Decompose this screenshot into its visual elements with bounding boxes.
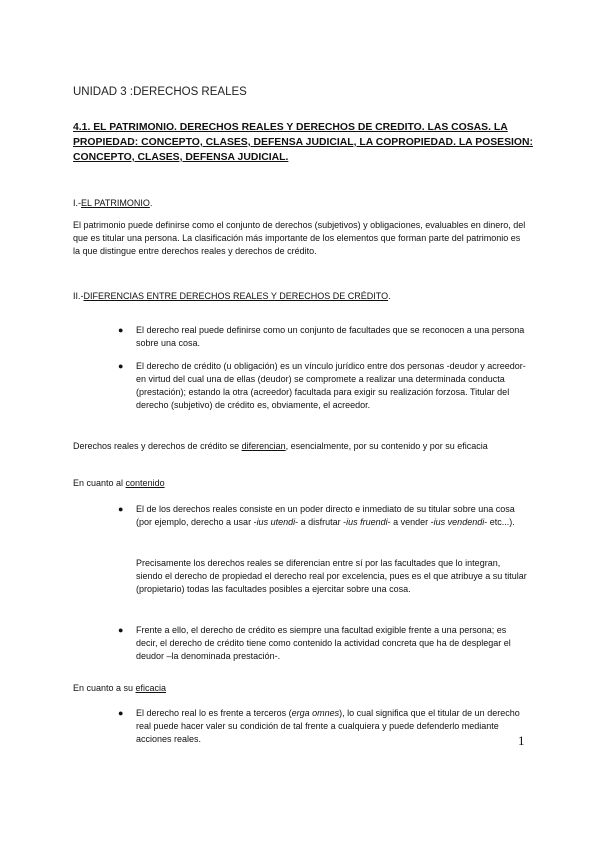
latin-term: ius utendi bbox=[256, 517, 296, 527]
underlined-term: contenido bbox=[125, 478, 165, 488]
text: El derecho real lo es frente a terceros ( bbox=[136, 708, 292, 718]
section-title-text: DIFERENCIAS ENTRE DERECHOS REALES Y DERECHOS DE CRÉDITO bbox=[83, 291, 389, 301]
section-suffix: . bbox=[149, 198, 153, 208]
document-title: UNIDAD 3 :DERECHOS REALES bbox=[73, 86, 247, 98]
bullet-icon: ● bbox=[118, 504, 124, 514]
section-prefix: II.- bbox=[73, 291, 84, 301]
text: Derechos reales y derechos de crédito se bbox=[73, 441, 242, 451]
text: En cuanto a su bbox=[73, 683, 136, 693]
bullet-icon: ● bbox=[118, 325, 124, 335]
precisamente-paragraph: Precisamente los derechos reales se diferencian entre sí por las facultades que lo integran, siendo el derecho de propiedad el derecho real por excelencia, pues es el que atribuye a su titular (propietario) todas las facultades posibles a ejercitar sobre una cosa. bbox=[136, 558, 527, 594]
section-heading bbox=[73, 120, 533, 165]
section-title-text: EL PATRIMONIO bbox=[81, 198, 150, 208]
text: ), lo cual significa que el titular de un derecho real puede hacer valer su condición de tal frente a cualquiera y puede defenderlo mediante acciones reales. bbox=[136, 708, 520, 744]
page-number: 1 bbox=[518, 733, 525, 748]
list-item: Frente a ello, el derecho de crédito es siempre una facultad exigible frente a una persona; es decir, el derecho de crédito tiene como contenido la actividad concreta que ha de desplegar el deudor –la denominada prestación-. bbox=[136, 625, 511, 661]
contenido-subheading bbox=[73, 477, 529, 490]
latin-term: ius vendendi bbox=[433, 517, 485, 527]
text: El de los derechos reales consiste en un poder directo e inmediato de su titular sobre una cosa (por ejemplo, derecho a usar - bbox=[136, 504, 515, 527]
list-item: El derecho de crédito (u obligación) es un vínculo jurídico entre dos personas -deudor y acreedor- en virtud del cual una de ellas (deudor) se compromete a realizar una determinada conducta (prestación); estando la otra (acreedor) facultada para exigir su realización forzosa. Titular del derecho (subjetivo) de crédito es, obviamente, el acreedor. bbox=[136, 361, 526, 410]
section-suffix: . bbox=[388, 291, 391, 301]
bullet-icon: ● bbox=[118, 625, 124, 635]
list-item: El derecho real puede definirse como un conjunto de facultades que se reconocen a una persona sobre una cosa. bbox=[136, 325, 525, 348]
text: - etc...). bbox=[484, 517, 515, 527]
underlined-term: eficacia bbox=[135, 683, 167, 693]
section-prefix: I.- bbox=[73, 198, 81, 208]
text: , esencialmente, por su contenido y por su eficacia bbox=[285, 441, 488, 451]
bullet-icon: ● bbox=[118, 708, 124, 718]
underlined-term: diferencian bbox=[241, 441, 286, 451]
patrimonio-paragraph: El patrimonio puede definirse como el conjunto de derechos (subjetivos) y obligaciones, evaluables en dinero, del que es titular una persona. La clasificación más importante de los elementos que forman parte del patrimonio es la que distingue entre derechos reales y derechos de crédito. bbox=[73, 220, 526, 256]
section2-title bbox=[73, 290, 529, 303]
section1-title bbox=[73, 197, 529, 210]
list-item bbox=[136, 707, 529, 746]
latin-term: erga omnes bbox=[291, 708, 340, 718]
eficacia-subheading bbox=[73, 682, 529, 695]
heading-end: . bbox=[285, 152, 289, 163]
bullet-icon: ● bbox=[118, 361, 124, 371]
text: - a disfrutar - bbox=[295, 517, 347, 527]
text: En cuanto al bbox=[73, 478, 126, 488]
heading-text: 4.1. EL PATRIMONIO. DERECHOS REALES Y DERECHOS DE CREDITO. LAS COSAS. LA PROPIEDAD: CONCEPTO, CLASES, DEFENSA JUDICIAL, LA COPROPIEDAD. LA POSESION: CONCEPTO, CLASES, DEFENSA JUDICIAL bbox=[73, 122, 533, 163]
diff-paragraph bbox=[73, 440, 529, 453]
list-item bbox=[136, 503, 529, 529]
latin-term: ius fruendi bbox=[346, 517, 388, 527]
text: - a vender - bbox=[387, 517, 434, 527]
